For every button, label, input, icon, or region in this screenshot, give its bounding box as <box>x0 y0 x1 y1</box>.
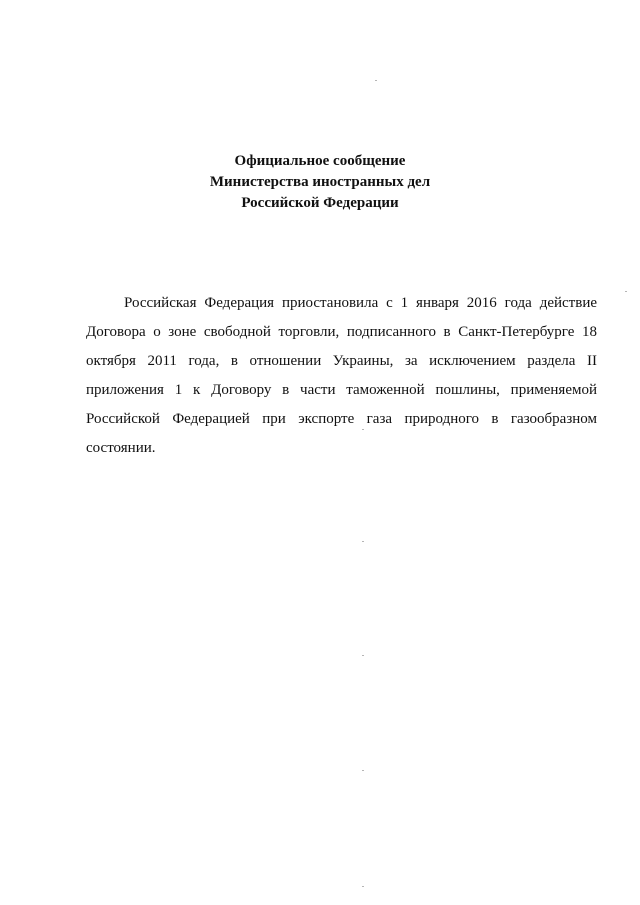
document-title <box>0 151 640 214</box>
scan-speck <box>362 541 364 542</box>
scan-speck <box>375 80 377 81</box>
title-line-2: Министерства иностранных дел <box>209 174 431 190</box>
scan-speck <box>625 291 627 292</box>
scan-speck <box>362 429 364 430</box>
scan-speck <box>362 886 364 887</box>
scan-speck <box>362 770 364 771</box>
title-line-3: Российской Федерации <box>241 195 399 211</box>
scan-speck <box>362 655 364 656</box>
body-paragraph: Российская Федерация приостановила с 1 января 2016 года действие Договора о зоне свободной торговли, подписанного в Санкт-Петербурге 18 октября 2011 года, в отношении Украины, за исключением раздела II приложения 1 к Договору в части таможенной пошлины, применяемой Российской Федерацией при экспорте газа природного в газообразном состоянии. <box>86 295 597 456</box>
title-line-1: Официальное сообщение <box>234 153 406 169</box>
